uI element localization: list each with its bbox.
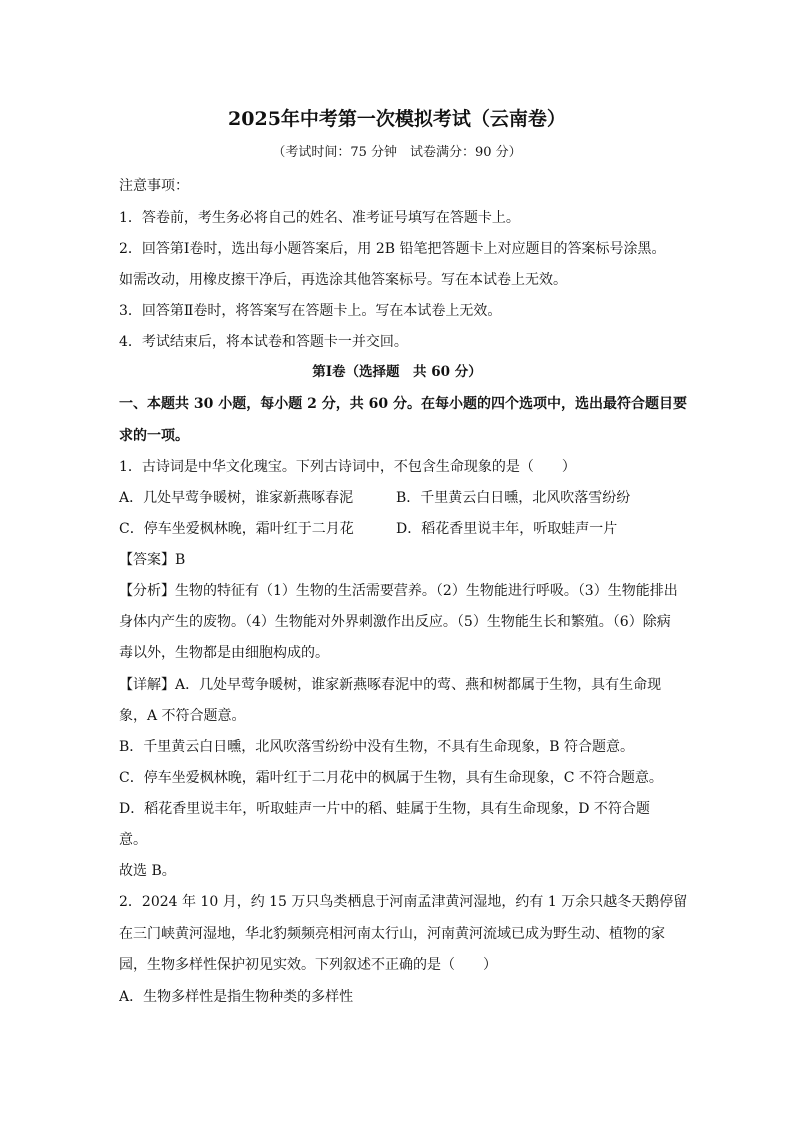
question-1-answer: 【答案】B <box>119 552 186 568</box>
question-1-stem: 1．古诗词是中华文化瑰宝。下列古诗词中，不包含生命现象的是（ ） <box>119 459 576 475</box>
question-1-detail-line-3: B．千里黄云白日曛，北风吹落雪纷纷中没有生物，不具有生命现象，B 符合题意。 <box>119 739 635 755</box>
question-1-analysis-line-3: 毒以外，生物都是由细胞构成的。 <box>119 645 329 661</box>
question-2-stem-line-3: 园，生物多样性保护初见实效。下列叙述不正确的是（ ） <box>119 957 497 973</box>
question-2-stem-line-2: 在三门峡黄河湿地，华北豹频频亮相河南太行山，河南黄河流域已成为野生动、植物的家 <box>119 926 665 942</box>
question-1-analysis-line-2: 身体内产生的废物。（4）生物能对外界刺激作出反应。（5）生物能生长和繁殖。（6）除病 <box>119 614 671 630</box>
notes-item-1: 1．答卷前，考生务必将自己的姓名、准考证号填写在答题卡上。 <box>119 210 520 226</box>
notes-item-2-line-1: 2．回答第Ⅰ卷时，选出每小题答案后，用 2B 铅笔把答题卡上对应题目的答案标号涂黑。 <box>119 241 666 257</box>
question-1-detail-line-2: 象，A 不符合题意。 <box>119 708 246 724</box>
question-1-detail-line-6: 意。 <box>119 832 147 848</box>
notes-heading: 注意事项： <box>119 178 189 194</box>
section-instruction-line-2: 求的一项。 <box>119 428 189 444</box>
question-1-option-a: A．几处早莺争暖树，谁家新燕啄春泥 <box>119 490 354 506</box>
section-heading: 第Ⅰ卷（选择题 共 60 分） <box>312 364 482 380</box>
question-1-option-b: B．千里黄云白日曛，北风吹落雪纷纷 <box>396 490 631 506</box>
question-1-detail-line-5: D．稻花香里说丰年，听取蛙声一片中的稻、蛙属于生物，具有生命现象，D 不符合题 <box>119 801 650 817</box>
question-1-conclusion: 故选 B。 <box>119 863 176 879</box>
exam-subtitle: （考试时间：75 分钟 试卷满分：90 分） <box>272 145 522 160</box>
question-2-option-a: A．生物多样性是指生物种类的多样性 <box>119 989 354 1005</box>
question-1-analysis-line-1: 【分析】生物的特征有（1）生物的生活需要营养。（2）生物能进行呼吸。（3）生物能排出 <box>119 583 678 599</box>
page-title: 2025年中考第一次模拟考试（云南卷） <box>228 108 566 130</box>
question-2-stem-line-1: 2．2024 年 10 月，约 15 万只鸟类栖息于河南孟津黄河湿地，约有 1 万余只越冬天鹅停留 <box>119 894 688 910</box>
section-instruction-line-1: 一、本题共 30 小题，每小题 2 分，共 60 分。在每小题的四个选项中，选出最符合题目要 <box>119 396 687 412</box>
question-1-option-c: C．停车坐爱枫林晚，霜叶红于二月花 <box>119 521 354 537</box>
notes-item-3: 3．回答第Ⅱ卷时，将答案写在答题卡上。写在本试卷上无效。 <box>119 303 502 319</box>
notes-item-4: 4．考试结束后，将本试卷和答题卡一并交回。 <box>119 334 408 350</box>
question-1-detail-line-4: C．停车坐爱枫林晚，霜叶红于二月花中的枫属于生物，具有生命现象，C 不符合题意。 <box>119 770 663 786</box>
question-1-detail-line-1: 【详解】A．几处早莺争暖树，谁家新燕啄春泥中的莺、燕和树都属于生物，具有生命现 <box>119 677 662 693</box>
question-1-option-d: D．稻花香里说丰年，听取蛙声一片 <box>396 521 618 537</box>
notes-item-2-line-2: 如需改动，用橡皮擦干净后，再选涂其他答案标号。写在本试卷上无效。 <box>119 272 567 288</box>
